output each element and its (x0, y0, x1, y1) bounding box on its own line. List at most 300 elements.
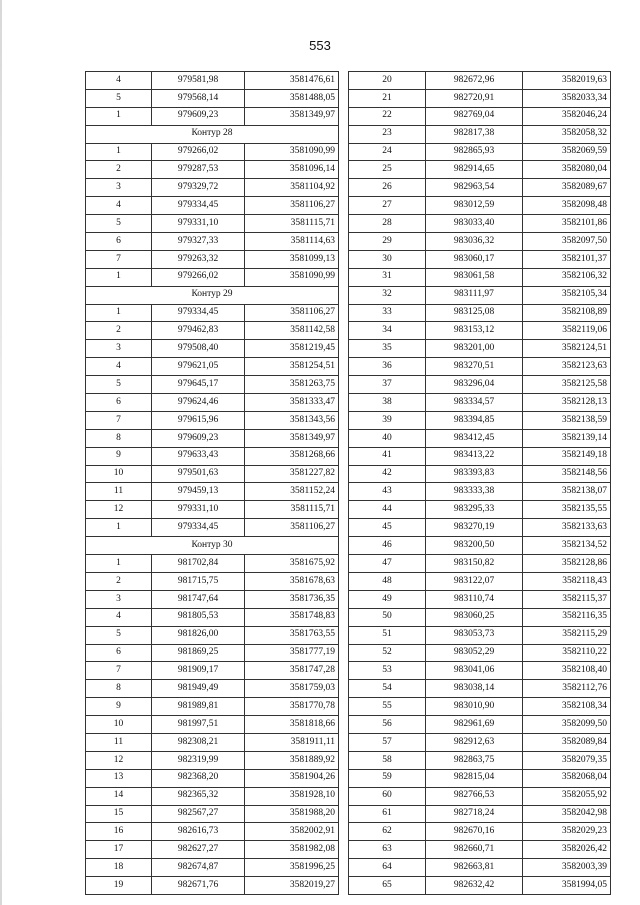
table-row (86, 197, 339, 215)
y-coordinate-cell: 3582108,40 (523, 662, 611, 680)
y-coordinate-cell: 3581748,83 (245, 608, 339, 626)
y-coordinate-cell: 3582055,92 (523, 787, 611, 805)
x-coordinate-cell: 981989,81 (152, 698, 245, 716)
x-coordinate-cell: 982670,16 (426, 823, 523, 841)
table-row (86, 716, 339, 734)
point-number-cell: 26 (349, 179, 426, 197)
point-number-cell: 17 (86, 841, 152, 859)
table-row (349, 447, 611, 465)
table-row (349, 394, 611, 412)
y-coordinate-cell: 3582119,06 (523, 322, 611, 340)
y-coordinate-cell: 3582138,59 (523, 411, 611, 429)
y-coordinate-cell: 3581104,92 (245, 179, 339, 197)
table-row (349, 197, 611, 215)
point-number-cell: 51 (349, 626, 426, 644)
point-number-cell: 29 (349, 233, 426, 251)
point-number-cell: 10 (86, 465, 152, 483)
y-coordinate-cell: 3581678,63 (245, 572, 339, 590)
point-number-cell: 44 (349, 501, 426, 519)
left-table-body (86, 72, 339, 895)
table-row (86, 161, 339, 179)
x-coordinate-cell: 981747,64 (152, 590, 245, 608)
x-coordinate-cell: 982912,63 (426, 733, 523, 751)
point-number-cell: 42 (349, 465, 426, 483)
x-coordinate-cell: 983270,51 (426, 358, 523, 376)
y-coordinate-cell: 3582115,29 (523, 626, 611, 644)
point-number-cell: 32 (349, 286, 426, 304)
y-coordinate-cell: 3582080,04 (523, 161, 611, 179)
table-row (86, 698, 339, 716)
y-coordinate-cell: 3582108,34 (523, 698, 611, 716)
table-row (86, 268, 339, 286)
x-coordinate-cell: 979459,13 (152, 483, 245, 501)
x-coordinate-cell: 979508,40 (152, 340, 245, 358)
x-coordinate-cell: 983041,06 (426, 662, 523, 680)
point-number-cell: 25 (349, 161, 426, 179)
y-coordinate-cell: 3582097,50 (523, 233, 611, 251)
point-number-cell: 33 (349, 304, 426, 322)
x-coordinate-cell: 979609,23 (152, 107, 245, 125)
x-coordinate-cell: 979581,98 (152, 72, 245, 90)
point-number-cell: 61 (349, 805, 426, 823)
y-coordinate-cell: 3581090,99 (245, 268, 339, 286)
table-row (86, 376, 339, 394)
x-coordinate-cell: 982718,24 (426, 805, 523, 823)
point-number-cell: 2 (86, 161, 152, 179)
point-number-cell: 1 (86, 304, 152, 322)
table-row (86, 429, 339, 447)
table-row (86, 411, 339, 429)
y-coordinate-cell: 3581254,51 (245, 358, 339, 376)
x-coordinate-cell: 983200,50 (426, 537, 523, 555)
table-row (349, 859, 611, 877)
y-coordinate-cell: 3582134,52 (523, 537, 611, 555)
y-coordinate-cell: 3581106,27 (245, 519, 339, 537)
table-row (349, 608, 611, 626)
y-coordinate-cell: 3581343,56 (245, 411, 339, 429)
x-coordinate-cell: 981805,53 (152, 608, 245, 626)
table-row (86, 680, 339, 698)
x-coordinate-cell: 982663,81 (426, 859, 523, 877)
point-number-cell: 6 (86, 233, 152, 251)
y-coordinate-cell: 3582026,42 (523, 841, 611, 859)
x-coordinate-cell: 979621,05 (152, 358, 245, 376)
y-coordinate-cell: 3581152,24 (245, 483, 339, 501)
right-table-body (349, 72, 611, 895)
table-row (86, 250, 339, 268)
point-number-cell: 65 (349, 877, 426, 895)
y-coordinate-cell: 3582089,67 (523, 179, 611, 197)
y-coordinate-cell: 3582033,34 (523, 89, 611, 107)
table-row (349, 268, 611, 286)
x-coordinate-cell: 979334,45 (152, 304, 245, 322)
contour-label: Контур 30 (86, 537, 339, 555)
x-coordinate-cell: 982672,96 (426, 72, 523, 90)
point-number-cell: 11 (86, 483, 152, 501)
x-coordinate-cell: 982914,65 (426, 161, 523, 179)
y-coordinate-cell: 3581476,61 (245, 72, 339, 90)
point-number-cell: 64 (349, 859, 426, 877)
x-coordinate-cell: 982671,76 (152, 877, 245, 895)
x-coordinate-cell: 981702,84 (152, 555, 245, 573)
y-coordinate-cell: 3582138,07 (523, 483, 611, 501)
x-coordinate-cell: 983333,38 (426, 483, 523, 501)
point-number-cell: 37 (349, 376, 426, 394)
x-coordinate-cell: 979624,46 (152, 394, 245, 412)
x-coordinate-cell: 983150,82 (426, 555, 523, 573)
point-number-cell: 22 (349, 107, 426, 125)
table-row (349, 769, 611, 787)
table-row (349, 823, 611, 841)
right-coordinates-table (348, 71, 611, 895)
x-coordinate-cell: 981997,51 (152, 716, 245, 734)
point-number-cell: 8 (86, 680, 152, 698)
point-number-cell: 3 (86, 590, 152, 608)
contour-header-row (86, 125, 339, 143)
table-row (349, 322, 611, 340)
y-coordinate-cell: 3581889,92 (245, 751, 339, 769)
point-number-cell: 1 (86, 107, 152, 125)
table-row (349, 125, 611, 143)
point-number-cell: 46 (349, 537, 426, 555)
table-row (86, 805, 339, 823)
y-coordinate-cell: 3582149,18 (523, 447, 611, 465)
y-coordinate-cell: 3582139,14 (523, 429, 611, 447)
x-coordinate-cell: 983110,74 (426, 590, 523, 608)
x-coordinate-cell: 979331,10 (152, 501, 245, 519)
y-coordinate-cell: 3582019,27 (245, 877, 339, 895)
x-coordinate-cell: 981949,49 (152, 680, 245, 698)
y-coordinate-cell: 3582002,91 (245, 823, 339, 841)
table-row (86, 859, 339, 877)
point-number-cell: 12 (86, 501, 152, 519)
y-coordinate-cell: 3582042,98 (523, 805, 611, 823)
table-row (349, 680, 611, 698)
y-coordinate-cell: 3581777,19 (245, 644, 339, 662)
point-number-cell: 13 (86, 769, 152, 787)
y-coordinate-cell: 3582124,51 (523, 340, 611, 358)
point-number-cell: 57 (349, 733, 426, 751)
table-row (349, 805, 611, 823)
table-row (349, 662, 611, 680)
table-row (86, 877, 339, 895)
y-coordinate-cell: 3581904,26 (245, 769, 339, 787)
point-number-cell: 9 (86, 698, 152, 716)
point-number-cell: 10 (86, 716, 152, 734)
x-coordinate-cell: 982616,73 (152, 823, 245, 841)
y-coordinate-cell: 3581763,55 (245, 626, 339, 644)
table-row (86, 608, 339, 626)
y-coordinate-cell: 3581114,63 (245, 233, 339, 251)
y-coordinate-cell: 3582098,48 (523, 197, 611, 215)
point-number-cell: 12 (86, 751, 152, 769)
table-row (349, 250, 611, 268)
x-coordinate-cell: 979329,72 (152, 179, 245, 197)
point-number-cell: 4 (86, 72, 152, 90)
point-number-cell: 1 (86, 268, 152, 286)
table-row (86, 590, 339, 608)
point-number-cell: 23 (349, 125, 426, 143)
table-row (86, 447, 339, 465)
x-coordinate-cell: 979327,33 (152, 233, 245, 251)
y-coordinate-cell: 3582115,37 (523, 590, 611, 608)
x-coordinate-cell: 983060,17 (426, 250, 523, 268)
contour-label: Контур 29 (86, 286, 339, 304)
x-coordinate-cell: 982769,04 (426, 107, 523, 125)
point-number-cell: 1 (86, 555, 152, 573)
table-row (349, 143, 611, 161)
point-number-cell: 62 (349, 823, 426, 841)
x-coordinate-cell: 982766,53 (426, 787, 523, 805)
point-number-cell: 20 (349, 72, 426, 90)
table-row (86, 89, 339, 107)
point-number-cell: 41 (349, 447, 426, 465)
y-coordinate-cell: 3582069,59 (523, 143, 611, 161)
point-number-cell: 7 (86, 250, 152, 268)
point-number-cell: 7 (86, 411, 152, 429)
y-coordinate-cell: 3581227,82 (245, 465, 339, 483)
x-coordinate-cell: 979331,10 (152, 215, 245, 233)
y-coordinate-cell: 3582110,22 (523, 644, 611, 662)
y-coordinate-cell: 3582046,24 (523, 107, 611, 125)
point-number-cell: 56 (349, 716, 426, 734)
table-row (349, 877, 611, 895)
x-coordinate-cell: 982627,27 (152, 841, 245, 859)
y-coordinate-cell: 3582019,63 (523, 72, 611, 90)
x-coordinate-cell: 979633,43 (152, 447, 245, 465)
y-coordinate-cell: 3581115,71 (245, 501, 339, 519)
x-coordinate-cell: 982567,27 (152, 805, 245, 823)
x-coordinate-cell: 979263,32 (152, 250, 245, 268)
y-coordinate-cell: 3582133,63 (523, 519, 611, 537)
x-coordinate-cell: 983270,19 (426, 519, 523, 537)
point-number-cell: 28 (349, 215, 426, 233)
table-row (349, 483, 611, 501)
y-coordinate-cell: 3582029,23 (523, 823, 611, 841)
y-coordinate-cell: 3581349,97 (245, 429, 339, 447)
y-coordinate-cell: 3581349,97 (245, 107, 339, 125)
contour-header-row (86, 537, 339, 555)
table-row (86, 340, 339, 358)
y-coordinate-cell: 3582106,32 (523, 268, 611, 286)
table-row (86, 555, 339, 573)
table-row (349, 590, 611, 608)
point-number-cell: 27 (349, 197, 426, 215)
table-row (86, 751, 339, 769)
point-number-cell: 53 (349, 662, 426, 680)
point-number-cell: 63 (349, 841, 426, 859)
y-coordinate-cell: 3582148,56 (523, 465, 611, 483)
point-number-cell: 4 (86, 608, 152, 626)
x-coordinate-cell: 979334,45 (152, 197, 245, 215)
y-coordinate-cell: 3581115,71 (245, 215, 339, 233)
y-coordinate-cell: 3582123,63 (523, 358, 611, 376)
x-coordinate-cell: 982815,04 (426, 769, 523, 787)
x-coordinate-cell: 979287,53 (152, 161, 245, 179)
y-coordinate-cell: 3582003,39 (523, 859, 611, 877)
y-coordinate-cell: 3581142,58 (245, 322, 339, 340)
x-coordinate-cell: 983010,90 (426, 698, 523, 716)
x-coordinate-cell: 983296,04 (426, 376, 523, 394)
y-coordinate-cell: 3581928,10 (245, 787, 339, 805)
table-row (349, 572, 611, 590)
x-coordinate-cell: 983036,32 (426, 233, 523, 251)
table-row (349, 841, 611, 859)
table-row (349, 555, 611, 573)
table-row (349, 501, 611, 519)
point-number-cell: 6 (86, 644, 152, 662)
page-number: 553 (309, 38, 331, 53)
y-coordinate-cell: 3582135,55 (523, 501, 611, 519)
point-number-cell: 55 (349, 698, 426, 716)
x-coordinate-cell: 983393,83 (426, 465, 523, 483)
table-row (349, 644, 611, 662)
y-coordinate-cell: 3582101,86 (523, 215, 611, 233)
point-number-cell: 2 (86, 572, 152, 590)
y-coordinate-cell: 3582105,34 (523, 286, 611, 304)
table-row (349, 411, 611, 429)
point-number-cell: 2 (86, 322, 152, 340)
table-row (86, 215, 339, 233)
table-row (86, 769, 339, 787)
point-number-cell: 24 (349, 143, 426, 161)
point-number-cell: 50 (349, 608, 426, 626)
y-coordinate-cell: 3582079,35 (523, 751, 611, 769)
table-row (86, 733, 339, 751)
point-number-cell: 40 (349, 429, 426, 447)
table-row (86, 358, 339, 376)
table-row (349, 358, 611, 376)
x-coordinate-cell: 983033,40 (426, 215, 523, 233)
point-number-cell: 6 (86, 394, 152, 412)
table-row (86, 304, 339, 322)
table-row (86, 143, 339, 161)
table-row (86, 662, 339, 680)
table-row (349, 286, 611, 304)
table-row (349, 89, 611, 107)
x-coordinate-cell: 983394,85 (426, 411, 523, 429)
table-row (86, 787, 339, 805)
x-coordinate-cell: 982817,38 (426, 125, 523, 143)
x-coordinate-cell: 979645,17 (152, 376, 245, 394)
point-number-cell: 38 (349, 394, 426, 412)
table-row (86, 572, 339, 590)
y-coordinate-cell: 3581996,25 (245, 859, 339, 877)
x-coordinate-cell: 982961,69 (426, 716, 523, 734)
table-row (349, 107, 611, 125)
point-number-cell: 36 (349, 358, 426, 376)
point-number-cell: 3 (86, 340, 152, 358)
point-number-cell: 58 (349, 751, 426, 769)
table-row (86, 394, 339, 412)
table-row (349, 733, 611, 751)
point-number-cell: 49 (349, 590, 426, 608)
x-coordinate-cell: 982319,99 (152, 751, 245, 769)
y-coordinate-cell: 3581994,05 (523, 877, 611, 895)
point-number-cell: 35 (349, 340, 426, 358)
point-number-cell: 31 (349, 268, 426, 286)
table-row (349, 537, 611, 555)
y-coordinate-cell: 3581982,08 (245, 841, 339, 859)
y-coordinate-cell: 3581099,13 (245, 250, 339, 268)
y-coordinate-cell: 3582108,89 (523, 304, 611, 322)
x-coordinate-cell: 983125,08 (426, 304, 523, 322)
y-coordinate-cell: 3581263,75 (245, 376, 339, 394)
x-coordinate-cell: 979609,23 (152, 429, 245, 447)
x-coordinate-cell: 982674,87 (152, 859, 245, 877)
x-coordinate-cell: 982863,75 (426, 751, 523, 769)
table-row (86, 823, 339, 841)
table-row (349, 519, 611, 537)
table-row (349, 233, 611, 251)
table-row (86, 519, 339, 537)
x-coordinate-cell: 983111,97 (426, 286, 523, 304)
point-number-cell: 15 (86, 805, 152, 823)
y-coordinate-cell: 3582099,50 (523, 716, 611, 734)
table-row (86, 322, 339, 340)
x-coordinate-cell: 983060,25 (426, 608, 523, 626)
y-coordinate-cell: 3582068,04 (523, 769, 611, 787)
table-row (86, 465, 339, 483)
y-coordinate-cell: 3581911,11 (245, 733, 339, 751)
x-coordinate-cell: 979568,14 (152, 89, 245, 107)
y-coordinate-cell: 3582112,76 (523, 680, 611, 698)
contour-header-row (86, 286, 339, 304)
point-number-cell: 8 (86, 429, 152, 447)
x-coordinate-cell: 979462,83 (152, 322, 245, 340)
left-coordinates-table (85, 71, 339, 895)
point-number-cell: 59 (349, 769, 426, 787)
table-row (349, 215, 611, 233)
x-coordinate-cell: 981909,17 (152, 662, 245, 680)
y-coordinate-cell: 3581090,99 (245, 143, 339, 161)
x-coordinate-cell: 982720,91 (426, 89, 523, 107)
point-number-cell: 7 (86, 662, 152, 680)
table-row (349, 340, 611, 358)
point-number-cell: 19 (86, 877, 152, 895)
x-coordinate-cell: 983012,59 (426, 197, 523, 215)
x-coordinate-cell: 981826,00 (152, 626, 245, 644)
y-coordinate-cell: 3581096,14 (245, 161, 339, 179)
x-coordinate-cell: 983053,73 (426, 626, 523, 644)
x-coordinate-cell: 983122,07 (426, 572, 523, 590)
table-row (86, 233, 339, 251)
table-row (349, 72, 611, 90)
table-row (349, 787, 611, 805)
x-coordinate-cell: 981715,75 (152, 572, 245, 590)
table-row (349, 751, 611, 769)
x-coordinate-cell: 982368,20 (152, 769, 245, 787)
table-row (349, 716, 611, 734)
x-coordinate-cell: 983201,00 (426, 340, 523, 358)
table-row (349, 698, 611, 716)
x-coordinate-cell: 983295,33 (426, 501, 523, 519)
y-coordinate-cell: 3581818,66 (245, 716, 339, 734)
scan-edge (0, 0, 2, 905)
y-coordinate-cell: 3581488,05 (245, 89, 339, 107)
point-number-cell: 52 (349, 644, 426, 662)
y-coordinate-cell: 3581268,66 (245, 447, 339, 465)
x-coordinate-cell: 982308,21 (152, 733, 245, 751)
table-row (86, 107, 339, 125)
y-coordinate-cell: 3582058,32 (523, 125, 611, 143)
y-coordinate-cell: 3581759,03 (245, 680, 339, 698)
x-coordinate-cell: 979334,45 (152, 519, 245, 537)
y-coordinate-cell: 3582101,37 (523, 250, 611, 268)
y-coordinate-cell: 3582128,13 (523, 394, 611, 412)
y-coordinate-cell: 3581675,92 (245, 555, 339, 573)
point-number-cell: 9 (86, 447, 152, 465)
